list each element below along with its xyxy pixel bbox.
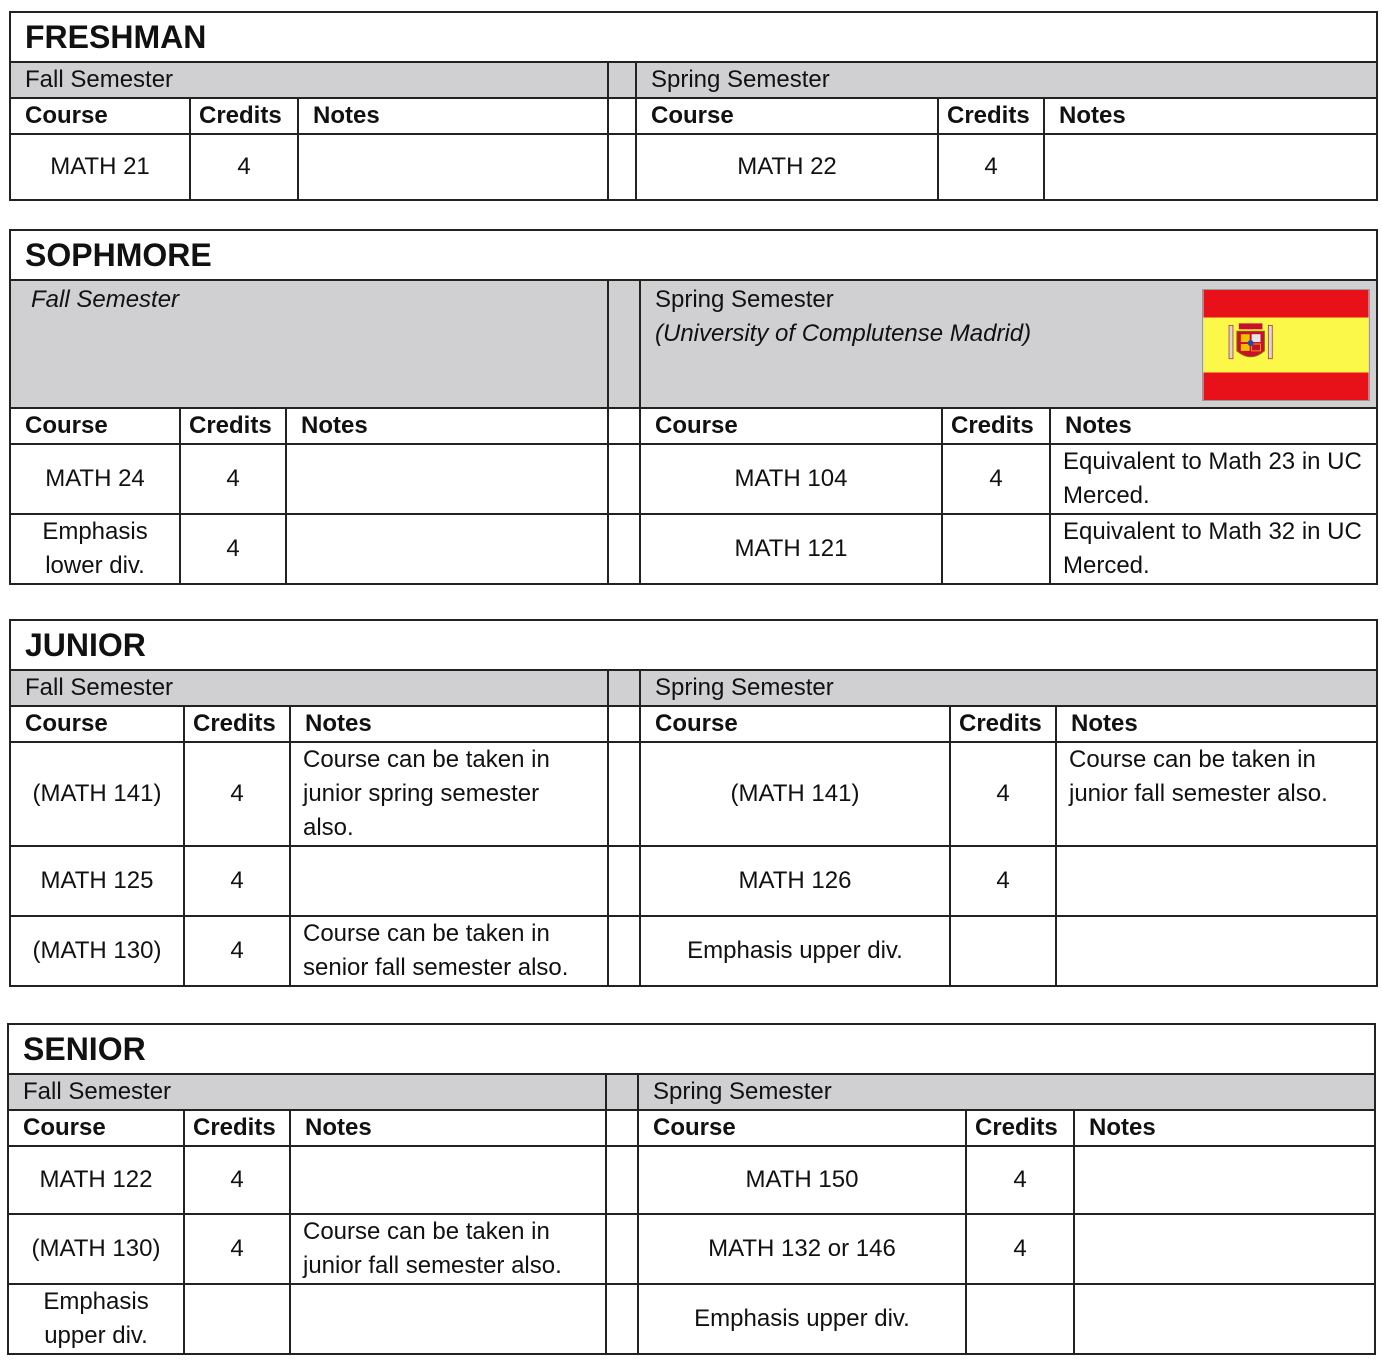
notes-cell: Course can be taken in junior fall semester also. xyxy=(1056,742,1377,846)
notes-cell xyxy=(1074,1214,1375,1284)
credits-header: Credits xyxy=(184,706,290,742)
course-cell: MATH 122 xyxy=(8,1146,184,1214)
notes-header: Notes xyxy=(1050,408,1377,444)
credits-header: Credits xyxy=(950,706,1056,742)
year-title: SENIOR xyxy=(8,1024,1375,1074)
course-cell: MATH 22 xyxy=(636,134,938,200)
course-cell: Emphasis upper div. xyxy=(8,1284,184,1354)
notes-cell xyxy=(1074,1284,1375,1354)
notes-header: Notes xyxy=(298,98,608,134)
notes-header: Notes xyxy=(1044,98,1377,134)
credits-cell xyxy=(950,916,1056,986)
credits-cell: 4 xyxy=(938,134,1044,200)
notes-cell: Equivalent to Math 23 in UC Merced. xyxy=(1050,444,1377,514)
divider xyxy=(608,62,636,98)
course-header: Course xyxy=(640,408,942,444)
course-header: Course xyxy=(8,1110,184,1146)
notes-cell xyxy=(290,1146,606,1214)
fall-semester-label: Fall Semester xyxy=(8,1074,606,1110)
junior-table xyxy=(9,619,1378,987)
credits-header: Credits xyxy=(942,408,1050,444)
divider xyxy=(606,1110,638,1146)
divider xyxy=(606,1146,638,1214)
credits-header: Credits xyxy=(966,1110,1074,1146)
notes-cell xyxy=(1056,916,1377,986)
spring-semester-cell xyxy=(640,280,1377,408)
divider xyxy=(606,1214,638,1284)
year-title: FRESHMAN xyxy=(10,12,1377,62)
credits-cell: 4 xyxy=(184,1214,290,1284)
divider xyxy=(608,514,640,584)
credits-cell xyxy=(966,1284,1074,1354)
credits-cell: 4 xyxy=(184,1146,290,1214)
spring-semester-label: Spring Semester xyxy=(655,286,834,313)
divider xyxy=(608,706,640,742)
credits-cell: 4 xyxy=(184,916,290,986)
notes-cell xyxy=(298,134,608,200)
course-cell: (MATH 130) xyxy=(10,916,184,986)
credits-cell xyxy=(942,514,1050,584)
course-header: Course xyxy=(10,408,180,444)
table-row xyxy=(8,1214,1375,1284)
spain-flag-icon xyxy=(1202,289,1370,401)
notes-cell xyxy=(1056,846,1377,916)
table-row xyxy=(10,134,1377,200)
credits-cell: 4 xyxy=(942,444,1050,514)
credits-cell: 4 xyxy=(190,134,298,200)
notes-cell: Course can be taken in senior fall semester also. xyxy=(290,916,608,986)
notes-cell xyxy=(290,1284,606,1354)
divider xyxy=(608,98,636,134)
course-cell: MATH 121 xyxy=(640,514,942,584)
divider xyxy=(606,1284,638,1354)
notes-cell xyxy=(286,444,608,514)
notes-cell xyxy=(290,846,608,916)
course-cell: (MATH 141) xyxy=(640,742,950,846)
divider xyxy=(608,846,640,916)
credits-cell xyxy=(184,1284,290,1354)
course-header: Course xyxy=(636,98,938,134)
credits-cell: 4 xyxy=(180,444,286,514)
table-row xyxy=(8,1146,1375,1214)
year-title: SOPHMORE xyxy=(10,230,1377,280)
course-cell: Emphasis upper div. xyxy=(640,916,950,986)
course-cell: (MATH 141) xyxy=(10,742,184,846)
divider xyxy=(608,280,640,408)
divider xyxy=(608,670,640,706)
notes-cell: Course can be taken in junior fall semester also. xyxy=(290,1214,606,1284)
divider xyxy=(608,408,640,444)
notes-cell: Equivalent to Math 32 in UC Merced. xyxy=(1050,514,1377,584)
divider xyxy=(608,444,640,514)
notes-cell xyxy=(1044,134,1377,200)
course-cell: MATH 104 xyxy=(640,444,942,514)
credits-cell: 4 xyxy=(180,514,286,584)
fall-semester-label: Fall Semester xyxy=(10,280,608,408)
notes-header: Notes xyxy=(286,408,608,444)
fall-semester-label: Fall Semester xyxy=(10,670,608,706)
course-cell: MATH 150 xyxy=(638,1146,966,1214)
notes-header: Notes xyxy=(1074,1110,1375,1146)
divider xyxy=(608,742,640,846)
senior-table xyxy=(7,1023,1376,1355)
spring-semester-label: Spring Semester xyxy=(638,1074,1375,1110)
credits-cell: 4 xyxy=(966,1146,1074,1214)
credits-header: Credits xyxy=(190,98,298,134)
divider xyxy=(608,916,640,986)
credits-cell: 4 xyxy=(950,742,1056,846)
course-cell: MATH 126 xyxy=(640,846,950,916)
course-cell: MATH 132 or 146 xyxy=(638,1214,966,1284)
course-cell: MATH 21 xyxy=(10,134,190,200)
course-header: Course xyxy=(10,98,190,134)
year-title: JUNIOR xyxy=(10,620,1377,670)
notes-header: Notes xyxy=(290,706,608,742)
credits-cell: 4 xyxy=(184,742,290,846)
table-row xyxy=(10,444,1377,514)
course-cell: MATH 125 xyxy=(10,846,184,916)
course-cell: MATH 24 xyxy=(10,444,180,514)
credits-header: Credits xyxy=(938,98,1044,134)
spring-semester-label: Spring Semester xyxy=(640,670,1377,706)
course-cell: Emphasis upper div. xyxy=(638,1284,966,1354)
course-header: Course xyxy=(10,706,184,742)
table-row xyxy=(10,514,1377,584)
credits-cell: 4 xyxy=(966,1214,1074,1284)
credits-header: Credits xyxy=(184,1110,290,1146)
fall-semester-label: Fall Semester xyxy=(10,62,608,98)
notes-cell xyxy=(286,514,608,584)
notes-cell: Course can be taken in junior spring semester also. xyxy=(290,742,608,846)
table-row xyxy=(10,916,1377,986)
table-row xyxy=(10,846,1377,916)
table-row xyxy=(10,742,1377,846)
spring-semester-label: Spring Semester xyxy=(636,62,1377,98)
spring-semester-sublabel: (University of Complutense Madrid) xyxy=(655,320,1032,347)
divider xyxy=(606,1074,638,1110)
course-header: Course xyxy=(638,1110,966,1146)
course-cell: (MATH 130) xyxy=(8,1214,184,1284)
notes-cell xyxy=(1074,1146,1375,1214)
credits-cell: 4 xyxy=(184,846,290,916)
credits-cell: 4 xyxy=(950,846,1056,916)
sophomore-table xyxy=(9,229,1378,585)
notes-header: Notes xyxy=(1056,706,1377,742)
divider xyxy=(608,134,636,200)
course-cell: Emphasis lower div. xyxy=(10,514,180,584)
course-header: Course xyxy=(640,706,950,742)
notes-header: Notes xyxy=(290,1110,606,1146)
table-row xyxy=(8,1284,1375,1354)
freshman-table xyxy=(9,11,1378,201)
credits-header: Credits xyxy=(180,408,286,444)
